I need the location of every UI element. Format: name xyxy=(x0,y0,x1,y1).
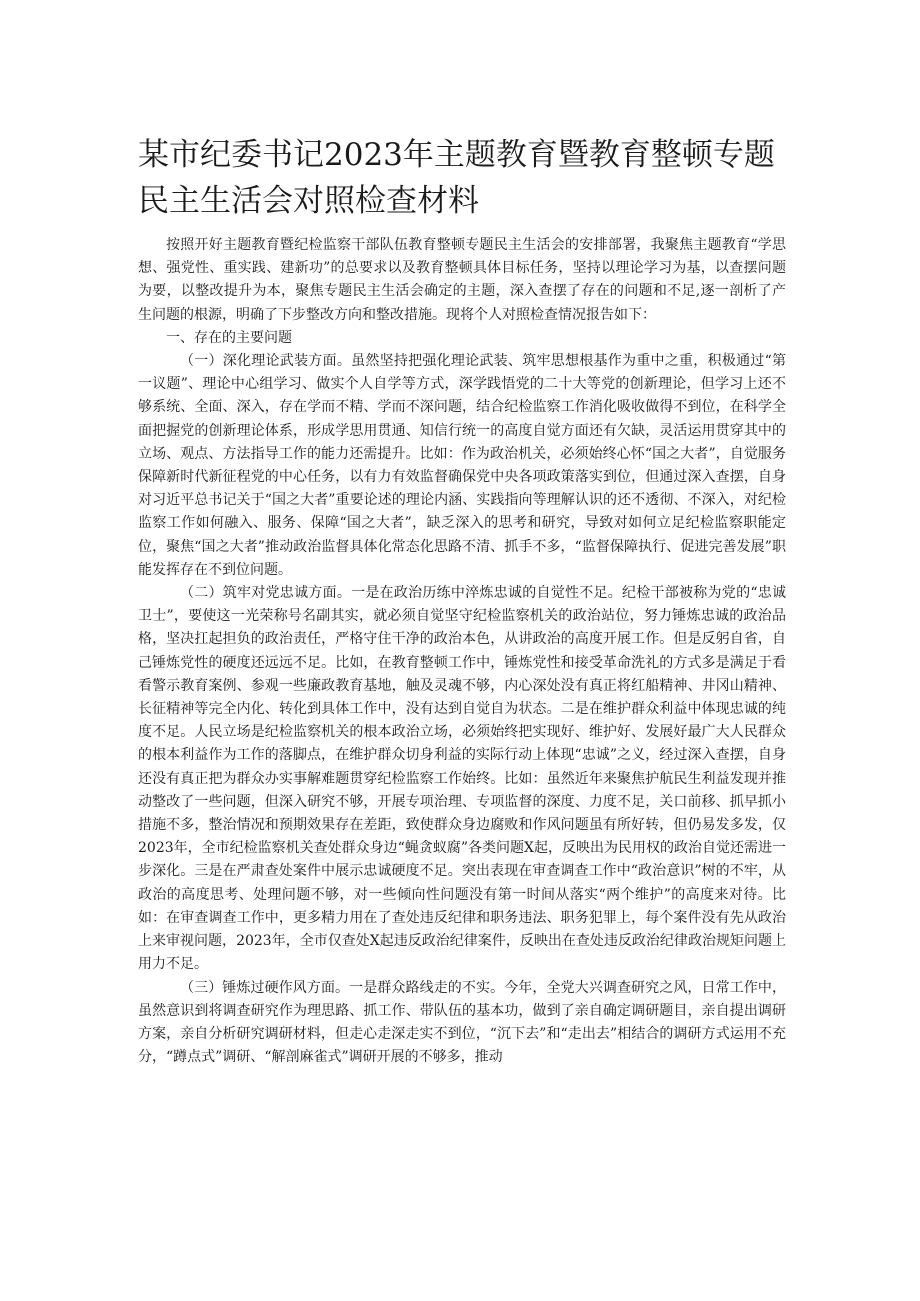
item-paragraph-3: （三）锤炼过硬作风方面。一是群众路线走的不实。今年，全党大兴调查研究之风，日常工作中，虽然意识到将调查研究作为理思路、抓工作、带队伍的基本功，做到了亲自确定调研题目，亲自提出调研方案，亲自分析研究调研材料，但走心走深走实不到位，“沉下去”和“走出去”相结合的调研方式运用不充分，“蹲点式”调研、“解剖麻雀式”调研开展的不够多，推动 xyxy=(138,979,786,1066)
item-paragraph-1: （一）深化理论武装方面。虽然坚持把强化理论武装、筑牢思想根基作为重中之重，积极通过“第一议题”、理论中心组学习、做实个人自学等方式，深学践悟党的二十大等党的创新理论，但学习上还不够系统、全面、深入，存在学而不精、学而不深问题，结合纪检监察工作消化吸收做得不到位，在科学全面把握党的创新理论体系，形成学思用贯通、知信行统一的高度自觉方面还有欠缺，灵活运用贯穿其中的立场、观点、方法指导工作的能力还需提升。比如：作为政治机关，必须始终心怀“国之大者”，自觉服务保障新时代新征程党的中心任务，以有力有效监督确保党中央各项政策落实到位，但通过深入查摆，自身对习近平总书记关于“国之大者”重要论述的理论内涵、实践指向等理解认识的还不透彻、不深入，对纪检监察工作如何融入、服务、保障“国之大者”，缺乏深入的思考和研究，导致对如何立足纪检监察职能定位，聚焦“国之大者”推动政治监督具体化常态化思路不清、抓手不多，“监督保障执行、促进完善发展”职能发挥存在不到位问题。 xyxy=(138,353,786,578)
document-body xyxy=(138,234,786,1069)
item-paragraph-2: （二）筑牢对党忠诚方面。一是在政治历练中淬炼忠诚的自觉性不足。纪检干部被称为党的“忠诚卫士”，要使这一光荣称号名副其实，就必须自觉坚守纪检监察机关的政治站位，努力锤炼忠诚的政治品格，坚决扛起担负的政治责任，严格守住干净的政治本色，从讲政治的高度开展工作。但是反躬自省，自己锤炼党性的硬度还远远不足。比如，在教育整顿工作中，锤炼党性和接受革命洗礼的方式多是满足于看看警示教育案例、参观一些廉政教育基地，触及灵魂不够，内心深处没有真正将红船精神、井冈山精神、长征精神等完全内化、转化到具体工作中，没有达到自觉自为状态。二是在维护群众利益中体现忠诚的纯度不足。人民立场是纪检监察机关的根本政治立场，必须始终把实现好、维护好、发展好最广大人民群众的根本利益作为工作的落脚点，在维护群众切身利益的实际行动上体现“忠诚”之义，经过深入查摆，自身还没有真正把为群众办实事解难题贯穿纪检监察工作始终。比如：虽然近年来聚焦护航民生利益发现并推动整改了一些问题，但深入研究不够，开展专项治理、专项监督的深度、力度不足，关口前移、抓早抓小措施不多，整治情况和预期效果存在差距，致使群众身边腐败和作风问题虽有所好转，但仍易发多发，仅2023年，全市纪检监察机关查处群众身边“蝇贪蚁腐”各类问题X起，反映出为民用权的政治自觉还需进一步深化。三是在严肃查处案件中展示忠诚硬度不足。突出表现在审查调查工作中“政治意识”树的不牢，从政治的高度思考、处理问题不够，对一些倾向性问题没有第一时间从落实“两个维护”的高度来对待。比如：在审查调查工作中，更多精力用在了查处违反纪律和职务违法、职务犯罪上，每个案件没有先从政治上来审视问题，2023年，全市仅查处X起违反政治纪律案件，反映出在查处违反政治纪律政治规矩问题上用力不足。 xyxy=(138,585,786,973)
document-title: 某市纪委书记2023年主题教育暨教育整顿专题民主生活会对照检查材料 xyxy=(138,137,775,219)
section-heading: 一、存在的主要问题 xyxy=(166,329,292,346)
intro-paragraph: 按照开好主题教育暨纪检监察干部队伍教育整顿专题民主生活会的安排部署，我聚焦主题教育“学思想、强党性、重实践、建新功”的总要求以及教育整顿具体目标任务，坚持以理论学习为基，以查摆问题为要，以整改提升为本，聚焦专题民主生活会确定的主题，深入查摆了存在的问题和不足,逐一剖析了产生问题的根源，明确了下步整改方向和整改措施。现将个人对照检查情况报告如下： xyxy=(138,237,786,323)
